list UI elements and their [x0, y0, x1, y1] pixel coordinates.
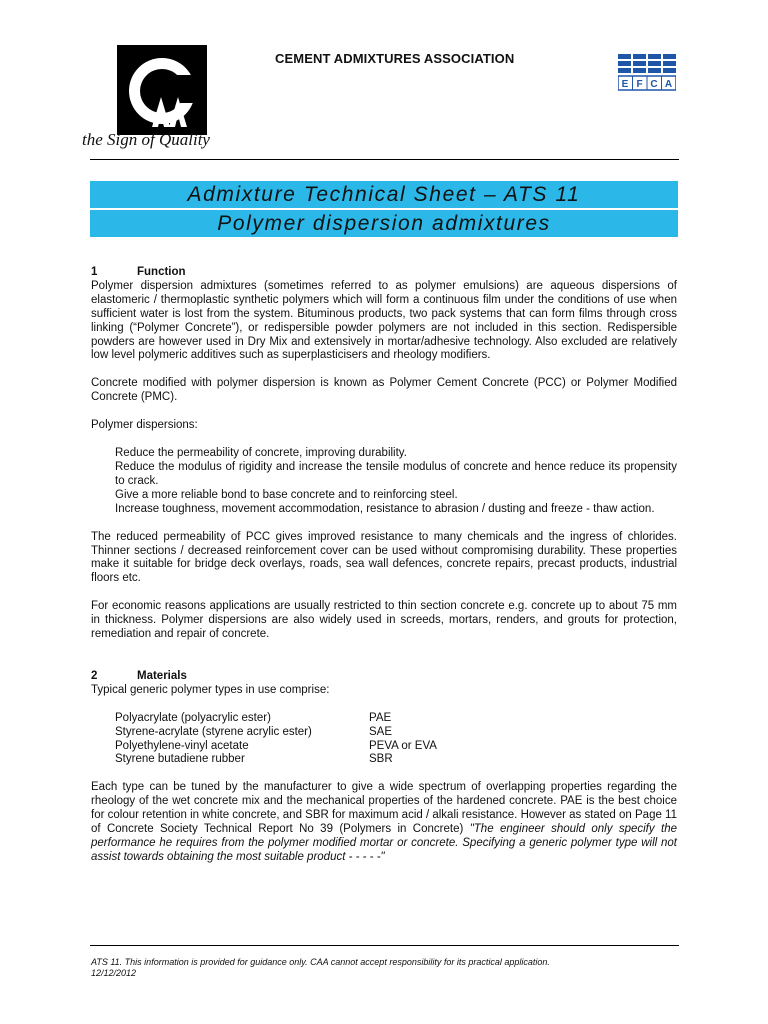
table-row	[115, 712, 437, 726]
benefits-list	[91, 447, 677, 517]
efca-logo-mark	[618, 52, 676, 92]
efca-letter: A	[664, 79, 673, 90]
footer-disclaimer: ATS 11. This information is provided for guidance only. CAA cannot accept responsibility for its practical application.	[91, 957, 550, 967]
paragraph: Concrete modified with polymer dispersion is known as Polymer Cement Concrete (PCC) or Polymer Modified Concrete (PMC).	[91, 377, 677, 404]
table-row	[115, 740, 437, 754]
section-title: Materials	[137, 669, 187, 682]
polymer-types-table	[115, 712, 437, 768]
caa-logo	[117, 45, 207, 135]
header-divider	[90, 159, 679, 160]
paragraph: Typical generic polymer types in use comprise:	[91, 683, 330, 696]
efca-letter: F	[636, 79, 643, 90]
caa-logo-mark	[117, 45, 207, 135]
association-title: CEMENT ADMIXTURES ASSOCIATION	[275, 51, 515, 66]
efca-letter: C	[650, 79, 658, 90]
polymer-abbr: SAE	[369, 725, 393, 738]
list-item: Give a more reliable bond to base concrete and to reinforcing steel.	[115, 488, 458, 501]
table-row	[115, 753, 437, 767]
polymer-abbr: PAE	[369, 711, 392, 724]
polymer-abbr: PEVA or EVA	[369, 739, 437, 752]
title-banner: Admixture Technical Sheet – ATS 11	[90, 181, 678, 208]
footer-divider	[90, 945, 679, 946]
document-body	[91, 266, 677, 865]
section-title: Function	[137, 266, 186, 278]
list-item: Reduce the permeability of concrete, improving durability.	[115, 447, 407, 460]
table-row	[115, 726, 437, 740]
paragraph: Polymer dispersions:	[91, 419, 198, 432]
paragraph: For economic reasons applications are usually restricted to thin section concrete e.g. concrete up to about 75 mm in thickness. Polymer dispersions are also widely used in screeds, mortars, renders, and grouts for protection, remediation and repair of concrete.	[91, 600, 677, 641]
quoted-text: "The engineer should only specify the performance he requires from the polymer modified mortar or concrete. Specifying a generic polymer type will not assist towards obtaining the most suitable product - - - - -"	[91, 823, 677, 863]
section-number: 1	[91, 266, 98, 278]
polymer-name: Styrene butadiene rubber	[115, 753, 245, 766]
list-item: Reduce the modulus of rigidity and increase the tensile modulus of concrete and hence reduce its propensity to crack.	[115, 460, 677, 487]
subtitle-banner: Polymer dispersion admixtures	[90, 210, 678, 237]
paragraph: The reduced permeability of PCC gives improved resistance to many chemicals and the ingress of chlorides. Thinner sections / decreased reinforcement cover can be used without compromising durability. These properties make it suitable for bridge deck overlays, roads, sea wall defences, concrete repairs, precast products, industrial floors etc.	[91, 530, 677, 585]
footer	[91, 957, 550, 979]
polymer-abbr: SBR	[369, 753, 393, 766]
list-item: Increase toughness, movement accommodation, resistance to abrasion / dusting and freeze - thaw action.	[115, 502, 655, 515]
tagline: the Sign of Quality	[82, 130, 210, 149]
paragraph-text: Each type can be tuned by the manufacturer to give a wide spectrum of overlapping properties regarding the rheology of the wet concrete mix and the mechanical properties of the hardened concrete. PAE is the best choice for colour retention in white concrete, and SBR for maximum acid / alkali resistance. However as stated on Page 11 of Concrete Society Technical Report No 39 (Polymers in Concrete)	[91, 781, 677, 836]
paragraph: Polymer dispersion admixtures (sometimes referred to as polymer emulsions) are aqueous dispersions of elastomeric / thermoplastic synthetic polymers which will form a continuous film under the conditions of use when sufficient water is lost from the system. Bituminous products, two pack systems that can form films through cross linking (“Polymer Concrete”), or redispersible powder polymers are not included in this section. Redispersible powders are however used in Dry Mix and extensively in mortar/adhesive technology. Also excluded are relatively low level polymeric additives such as superplasticisers and rheology modifiers.	[91, 279, 677, 362]
polymer-name: Styrene-acrylate (styrene acrylic ester)	[115, 725, 312, 738]
section-heading	[91, 266, 677, 280]
paragraph	[91, 781, 677, 864]
footer-date: 12/12/2012	[91, 968, 137, 978]
section-heading	[91, 670, 677, 684]
polymer-name: Polyacrylate (polyacrylic ester)	[115, 711, 271, 724]
section-number: 2	[91, 669, 98, 682]
polymer-name: Polyethylene-vinyl acetate	[115, 739, 249, 752]
efca-letter: E	[621, 79, 629, 90]
efca-logo	[618, 52, 676, 92]
